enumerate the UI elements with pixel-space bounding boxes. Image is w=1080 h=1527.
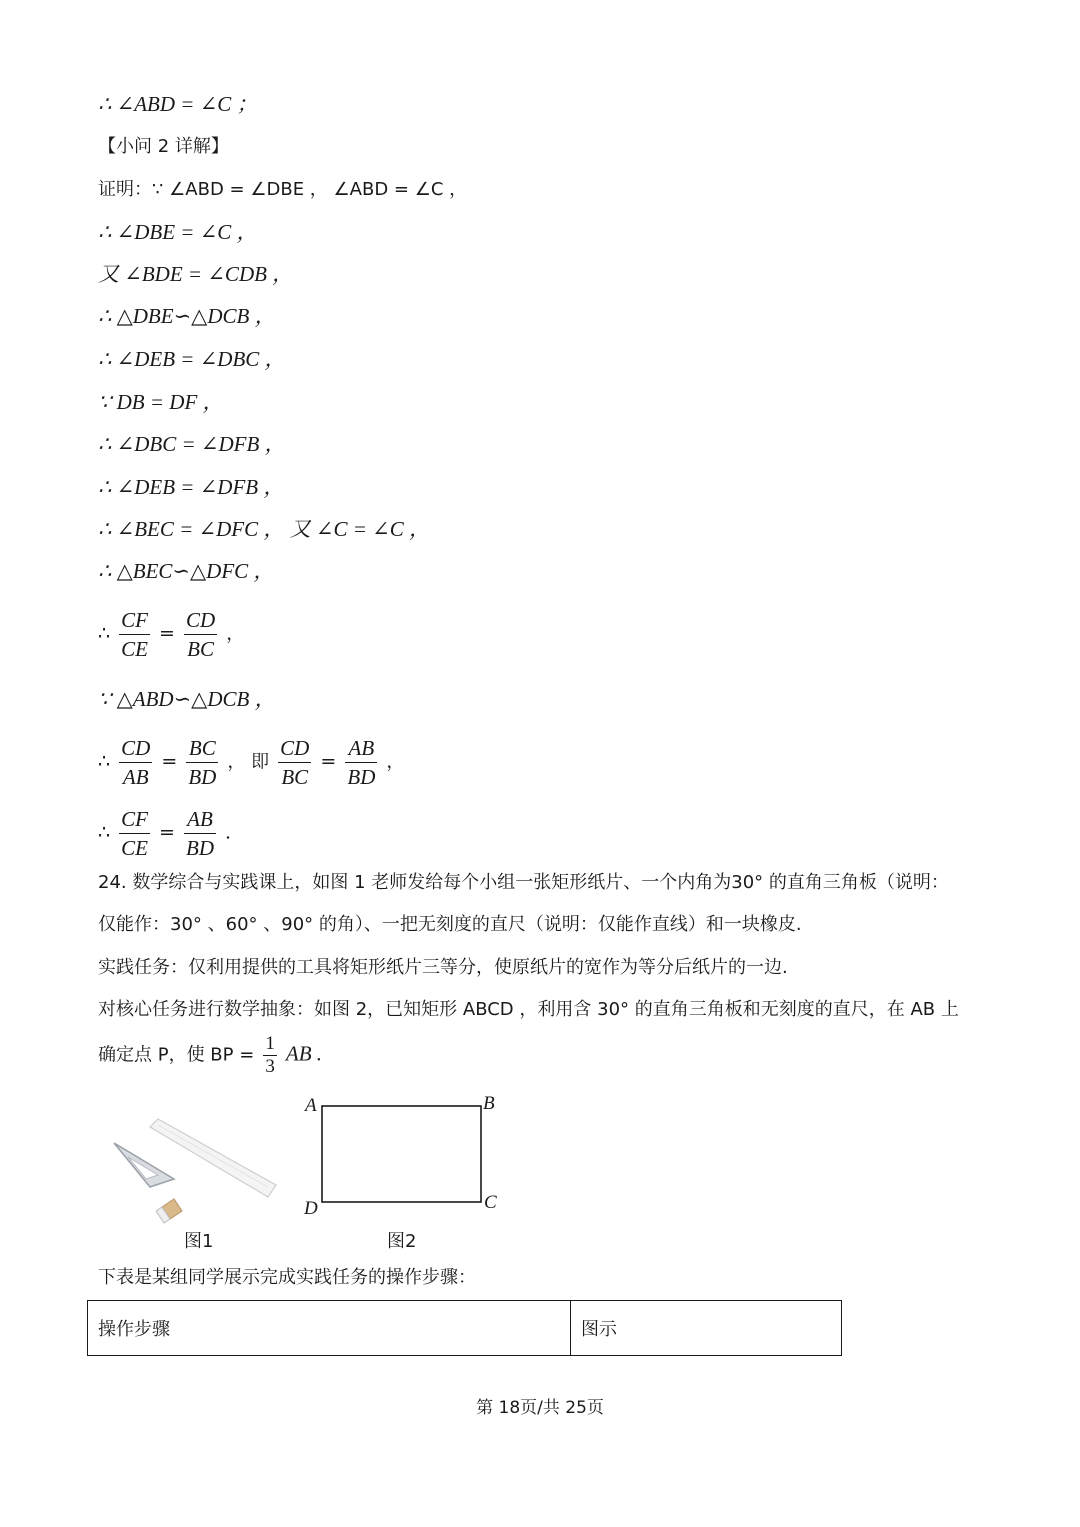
table-header-diagram: 图示 [571, 1301, 842, 1356]
proof-line-6: ∴ △DBE∽△DCB ， [98, 304, 276, 328]
fraction-one-third: $\frac{1}{3}$ [265, 1033, 275, 1077]
because-line: ∵ △ABD∽△DCB ， [98, 687, 276, 711]
vertex-c: C [484, 1192, 497, 1213]
triangle-ruler-icon [114, 1143, 174, 1187]
proof-line-11: ∴ ∠BEC = ∠DFC ， 又 ∠C = ∠C ， [98, 517, 431, 541]
figure-2-label: 图2 [387, 1231, 417, 1252]
fraction-cf-ce: $\frac{CF}{CE}$ [121, 608, 148, 661]
figure-1-label: 图1 [184, 1231, 214, 1252]
steps-table [87, 1300, 842, 1356]
vertex-a: A [305, 1095, 317, 1116]
proof-line-12: ∴ △BEC∽△DFC ， [98, 559, 275, 583]
section-heading: 【小问 2 详解】 [98, 136, 229, 157]
table-row [88, 1301, 842, 1356]
proof-line-9: ∴ ∠DBC = ∠DFB ， [98, 432, 286, 456]
fraction-line-1: ∴ $\frac{CF}{CE}$ = $\frac{CD}{BC}$ ， [98, 608, 245, 661]
proof-line-1: ∴ ∠ABD = ∠C ； [98, 92, 258, 116]
fraction-line-2: ∴ $\frac{CD}{AB}$ = $\frac{BC}{BD}$ ， 即 $\frac{CD}{BC}$ = $\frac{AB}{BD}$ ， [98, 736, 405, 789]
problem-24-line-5: 确定点 P，使 BP = $\frac{1}{3}$ AB . [98, 1033, 323, 1077]
problem-24-line-3: 实践任务：仅利用提供的工具将矩形纸片三等分，使原纸片的宽作为等分后纸片的一边. [98, 957, 788, 978]
proof-line-7: ∴ ∠DEB = ∠DBC ， [98, 347, 286, 371]
proof-line-8: ∵ DB = DF ， [98, 390, 224, 414]
figure-2-rectangle [320, 1104, 485, 1205]
figure-1-tools [108, 1115, 283, 1230]
problem-24-line-2: 仅能作：30° 、60° 、90° 的角）、一把无刻度的直尺（说明：仅能作直线）和一块橡皮. [98, 914, 802, 935]
problem-24-line-1: 24. 数学综合与实践课上，如图 1 老师发给每个小组一张矩形纸片、一个内角为30° 的直角三角板（说明： [98, 872, 949, 893]
proof-line-5: 又 ∠BDE = ∠CDB ， [98, 262, 294, 286]
vertex-b: B [483, 1093, 495, 1114]
vertex-d: D [304, 1198, 318, 1219]
proof-line-3: 证明：∵ ∠ABD = ∠DBE ， ∠ABD = ∠C ， [98, 179, 468, 200]
eraser-icon [156, 1199, 182, 1223]
proof-line-10: ∴ ∠DEB = ∠DFB ， [98, 475, 285, 499]
problem-24-line-4: 对核心任务进行数学抽象：如图 2，已知矩形 ABCD ，利用含 30° 的直角三角板和无刻度的直尺，在 AB 上 [98, 999, 959, 1020]
rectangle-abcd [322, 1106, 481, 1202]
page-footer: 第 18页/共 25页 [476, 1398, 604, 1418]
fraction-line-3: ∴ $\frac{CF}{CE}$ = $\frac{AB}{BD}$ . [98, 807, 232, 860]
proof-line-4: ∴ ∠DBE = ∠C ， [98, 220, 258, 244]
table-intro: 下表是某组同学展示完成实践任务的操作步骤： [98, 1267, 476, 1288]
straightedge-icon [150, 1119, 276, 1197]
table-header-steps: 操作步骤 [88, 1301, 571, 1356]
fraction-cd-bc: $\frac{CD}{BC}$ [186, 608, 216, 661]
